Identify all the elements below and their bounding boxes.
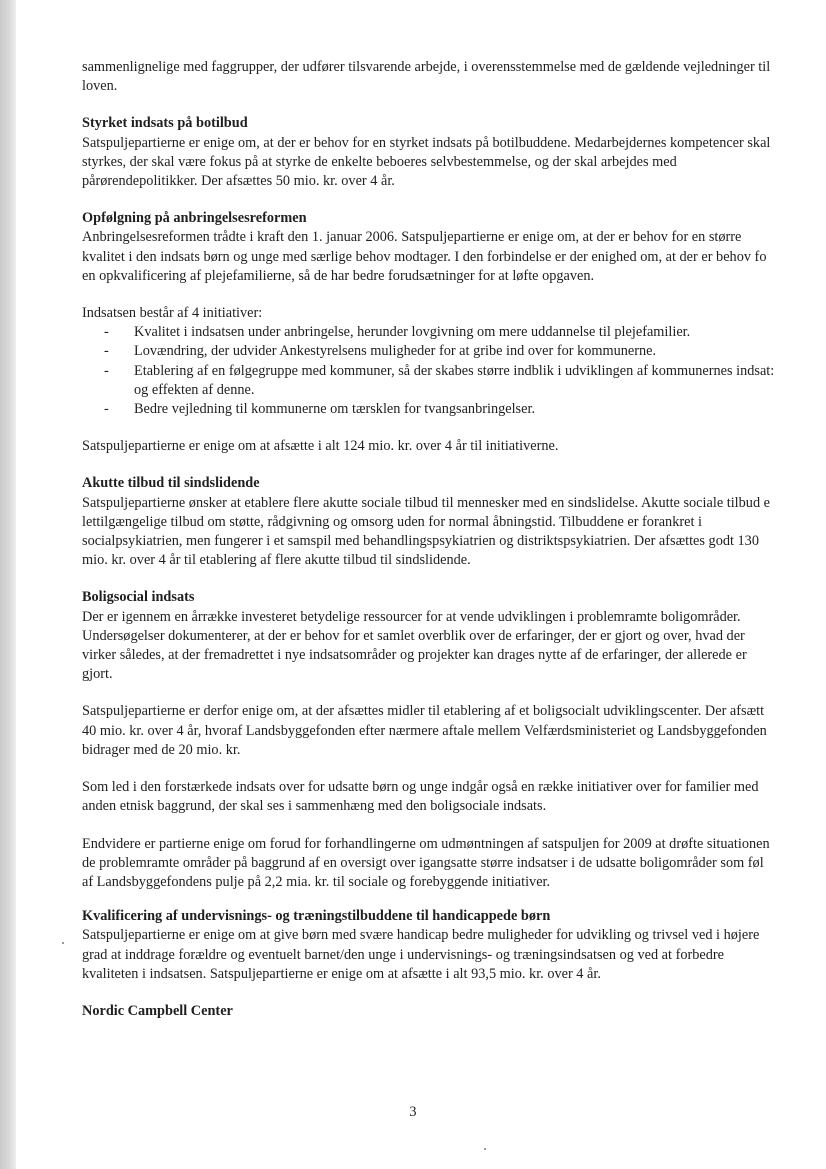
scan-speck	[62, 942, 64, 944]
text-line: af Landsbyggefondens pulje på 2,2 mia. kr. til sociale og forebyggende initiativer.	[82, 873, 551, 890]
text-line: Kvalitet i indsatsen under anbringelse, herunder lovgivning om mere uddannelse til plejefamilier.	[134, 324, 691, 341]
list-bullet: -	[104, 362, 109, 379]
text-line: loven.	[82, 78, 118, 95]
scan-speck	[484, 1148, 486, 1150]
text-line: Satspuljepartierne er enige om, at der er behov for en styrket indsats på botilbuddene. Medarbejdernes kompetencer skal	[82, 134, 771, 151]
section-nordic-campbell-center	[82, 1002, 826, 1021]
scan-shadow-edge	[0, 0, 16, 1169]
list-item	[82, 362, 826, 400]
section-anbringelsesreformen	[82, 209, 826, 456]
intro-paragraph	[82, 58, 826, 96]
text-line: Indsatsen består af 4 initiativer:	[82, 305, 263, 322]
list-bullet: -	[104, 401, 109, 418]
section-styrket-indsats	[82, 114, 826, 191]
text-line: anden etnisk baggrund, der skal ses i sammenhæng med den boligsociale indsats.	[82, 798, 547, 815]
text-line: styrkes, der skal være fokus på at styrke de enkelte beboeres selvbestemmelse, og der skal arbejdes med	[82, 153, 677, 170]
text-line: Som led i den forstærkede indsats over for udsatte børn og unge indgår også en række initiativer over for familier med	[82, 779, 759, 796]
text-line: Satspuljepartierne er derfor enige om, at der afsættes midler til etablering af et boligsocialt udviklingscenter. Der afsætt	[82, 703, 765, 720]
text-line: Etablering af en følgegruppe med kommuner, så der skabes større indblik i udviklingen af kommunernes indsat:	[134, 362, 775, 379]
text-line: og effekten af denne.	[134, 381, 255, 398]
document-page	[82, 58, 826, 1158]
initiatives-list	[82, 323, 826, 419]
list-bullet: -	[104, 324, 109, 341]
text-line: sammenlignelige med faggrupper, der udfører tilsvarende arbejde, i overensstemmelse med de gældende vejledninger til	[82, 59, 771, 75]
section-heading: Opfølgning på anbringelsesreformen	[82, 210, 307, 227]
text-line: lettilgængelige tilbud om støtte, rådgivning og omsorg uden for normal åbningstid. Tilbuddene er forankret i	[82, 513, 702, 530]
list-item	[82, 342, 826, 361]
text-line: de problemramte områder på baggrund af en oversigt over igangsatte større indsatser i de udsatte boligområder som føl	[82, 854, 764, 871]
text-line: bidrager med de 20 mio. kr.	[82, 741, 241, 758]
text-line: grad at inddrage forældre og eventuelt barnet/den unge i undervisnings- og træningsindsatsen og ved at forbedre	[82, 946, 724, 963]
text-line: Endvidere er partierne enige om forud for forhandlingerne om udmøntningen af satspuljen for 2009 at drøfte situationen	[82, 835, 770, 852]
text-line: Satspuljepartierne er enige om at give børn med svære handicap bedre muligheder for udvikling og trivsel ved i højere	[82, 927, 760, 944]
text-line: kvaliteten i indsatsen. Satspuljepartierne er enige om at afsætte i alt 93,5 mio. kr. over 4 år.	[82, 965, 601, 982]
text-line: 40 mio. kr. over 4 år, hvoraf Landsbyggefonden efter nærmere aftale mellem Velfærdsministeriet og Landsbyggefonden	[82, 722, 767, 739]
page-number: 3	[409, 1104, 417, 1120]
list-bullet: -	[104, 343, 109, 360]
section-akutte-tilbud	[82, 474, 826, 570]
text-line: Undersøgelser dokumenterer, at der er behov for et samlet overblik over de erfaringer, der er gjort og over, hvad der	[82, 627, 745, 644]
section-heading: Nordic Campbell Center	[82, 1002, 233, 1019]
text-line: Satspuljepartierne ønsker at etablere flere akutte sociale tilbud til mennesker med en sindslidelse. Akutte sociale tilbud e	[82, 494, 771, 511]
list-item	[82, 400, 826, 419]
text-line: Satspuljepartierne er enige om at afsætte i alt 124 mio. kr. over 4 år til initiativerne.	[82, 438, 559, 455]
section-heading: Boligsocial indsats	[82, 589, 195, 606]
text-line: Bedre vejledning til kommunerne om tærsklen for tvangsanbringelser.	[134, 401, 536, 418]
text-line: pårørendepolitikker. Der afsættes 50 mio. kr. over 4 år.	[82, 173, 395, 190]
text-line: Lovændring, der udvider Ankestyrelsens muligheder for at gribe ind over for kommunerne.	[134, 343, 657, 360]
section-heading: Kvalificering af undervisnings- og træningstilbuddene til handicappede børn	[82, 908, 551, 925]
list-item	[82, 323, 826, 342]
section-kvalificering-handicap	[82, 907, 826, 984]
section-heading: Styrket indsats på botilbud	[82, 115, 248, 132]
text-line: virker således, at der fremadrettet i nye indsatsområder og projekter kan drages nytte af de erfaringer, der allerede er	[82, 647, 747, 664]
text-line: kvalitet i den indsats børn og unge med særlige behov modtager. I den forbindelse er der enighed om, at der er behov fo	[82, 248, 767, 265]
text-line: gjort.	[82, 666, 113, 683]
section-heading: Akutte tilbud til sindslidende	[82, 475, 260, 492]
text-line: Der er igennem en årrække investeret betydelige ressourcer for at vende udviklingen i problemramte boligområder.	[82, 608, 741, 625]
text-line: mio. kr. over 4 år til etablering af flere akutte tilbud til sindslidende.	[82, 552, 471, 569]
text-line: socialpsykiatrien, men fungerer i et samspil med behandlingspsykiatrien og distriktspsykiatrien. Der afsættes godt 130	[82, 533, 759, 550]
section-boligsocial-indsats	[82, 588, 826, 892]
text-line: Anbringelsesreformen trådte i kraft den 1. januar 2006. Satspuljepartierne er enige om, at der er behov for en større	[82, 229, 742, 246]
text-line: en opkvalificering af plejefamilierne, så de har bedre forudsætninger for at løfte opgaven.	[82, 267, 595, 284]
